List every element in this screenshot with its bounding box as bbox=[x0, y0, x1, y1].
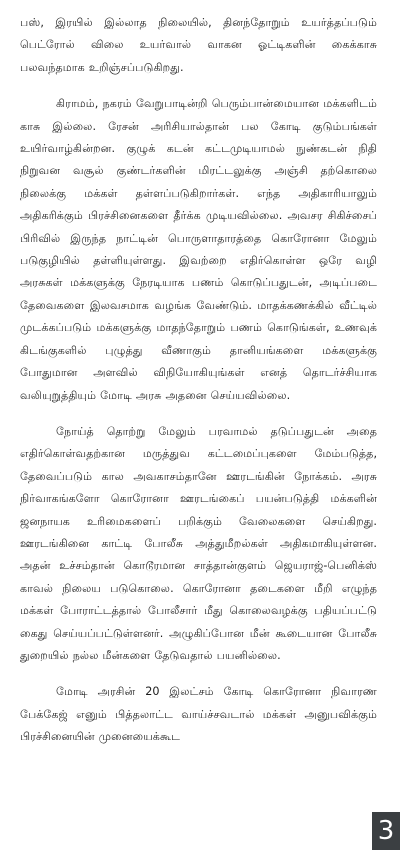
paragraph-2: கிராமம், நகரம் வேறுபாடின்றி பெரும்பான்மையான மக்களிடம் காசு இல்லை. ரேசன் அரிசியால்தான் பல கோடி குடும்பங்கள் உயிர்வாழ்கின்றன. குழுக் கடன் கட்டமுடியாமல் நுண்கடன் நிதி நிறுவன வசூல் குண்டர்களின் மிரட்டலுக்கு அஞ்சி தற்கொலை நிலைக்கு மக்கள் தள்ளப்படுகிறார்கள். எந்த அதிகாரியாலும் அதிகரிக்கும் பிரச்சினைகளை தீர்க்க முடியவில்லை. அவசர சிகிச்சைப் பிரிவில் இருந்த நாட்டின் பொருளாதாரத்தை கொரோனா மேலும் படுகுழியில் தள்ளியுள்ளது. இவற்றை எதிர்கொள்ள ஒரே வழி அரசுகள் மக்களுக்கு நேரடியாக பணம் கொடுப்பதுடன், அடிப்படை தேவைகளை இலவசமாக வழங்க வேண்டும். மாதக்கணக்கில் வீட்டில் முடக்கப்படும் மக்களுக்கு மாதந்தோறும் பணம் கொடுங்கள், உணவுக் கிடங்குகளில் புழுத்து வீணாகும் தானியங்களை மக்களுக்கு போதுமான அளவில் விநியோகியுங்கள் எனத் தொடர்ச்சியாக வலியுறுத்தியும் மோடி அரசு அதனை செய்யவில்லை. bbox=[20, 97, 377, 402]
paragraph-1: பஸ், இரயில் இல்லாத நிலையில், தினந்தோறும் உயர்த்தப்படும் பெட்ரோல் விலை உயர்வால் வாகன ஓட்டிகளின் கைக்காசு பலவந்தமாக உறிஞ்சப்படுகிறது. bbox=[20, 16, 377, 74]
paragraph-3: நோய்த் தொற்று மேலும் பரவாமல் தடுப்பதுடன் அதை எதிர்கொள்வதற்கான மருத்துவ கட்டமைப்புகளை மேம்படுத்த, தேவைப்படும் கால அவகாசம்தானே ஊரடங்கின் நோக்கம். அரசு நிர்வாகங்களோ கொரோனா ஊரடங்கைப் பயன்படுத்தி மக்களின் ஜனநாயக உரிமைகளைப் பறிக்கும் வேலைகளை செய்கிறது. ஊரடங்கினை காட்டி போலீசு அத்துமீறல்கள் அதிகமாகியுள்ளன. அதன் உச்சம்தான் கொடூரமான சாத்தான்குளம் ஜெயராஜ்-பெனிக்ஸ் காவல் நிலைய படுகொலை. கொரோனா தடைகளை மீறி எழுந்த மக்கள் போராட்டத்தால் போலீசார் மீது கொலைவழக்கு பதியப்பட்டு கைது செய்யப்பட்டுள்ளனர். அழுகிப்போன மீன் கூடையான போலீசு துறையில் நல்ல மீன்களை தேடுவதால் பயனில்லை. bbox=[20, 424, 377, 662]
text-column bbox=[20, 12, 377, 763]
paragraph-4: மோடி அரசின் 20 இலட்சம் கோடி கொரோனா நிவாரண பேக்கேஜ் எனும் பித்தலாட்ட வாய்ச்சவடால் மக்கள் அனுபவிக்கும் பிரச்சினையின் முனையைக்கூட bbox=[20, 685, 377, 744]
page-number-badge: 3 bbox=[372, 812, 400, 850]
